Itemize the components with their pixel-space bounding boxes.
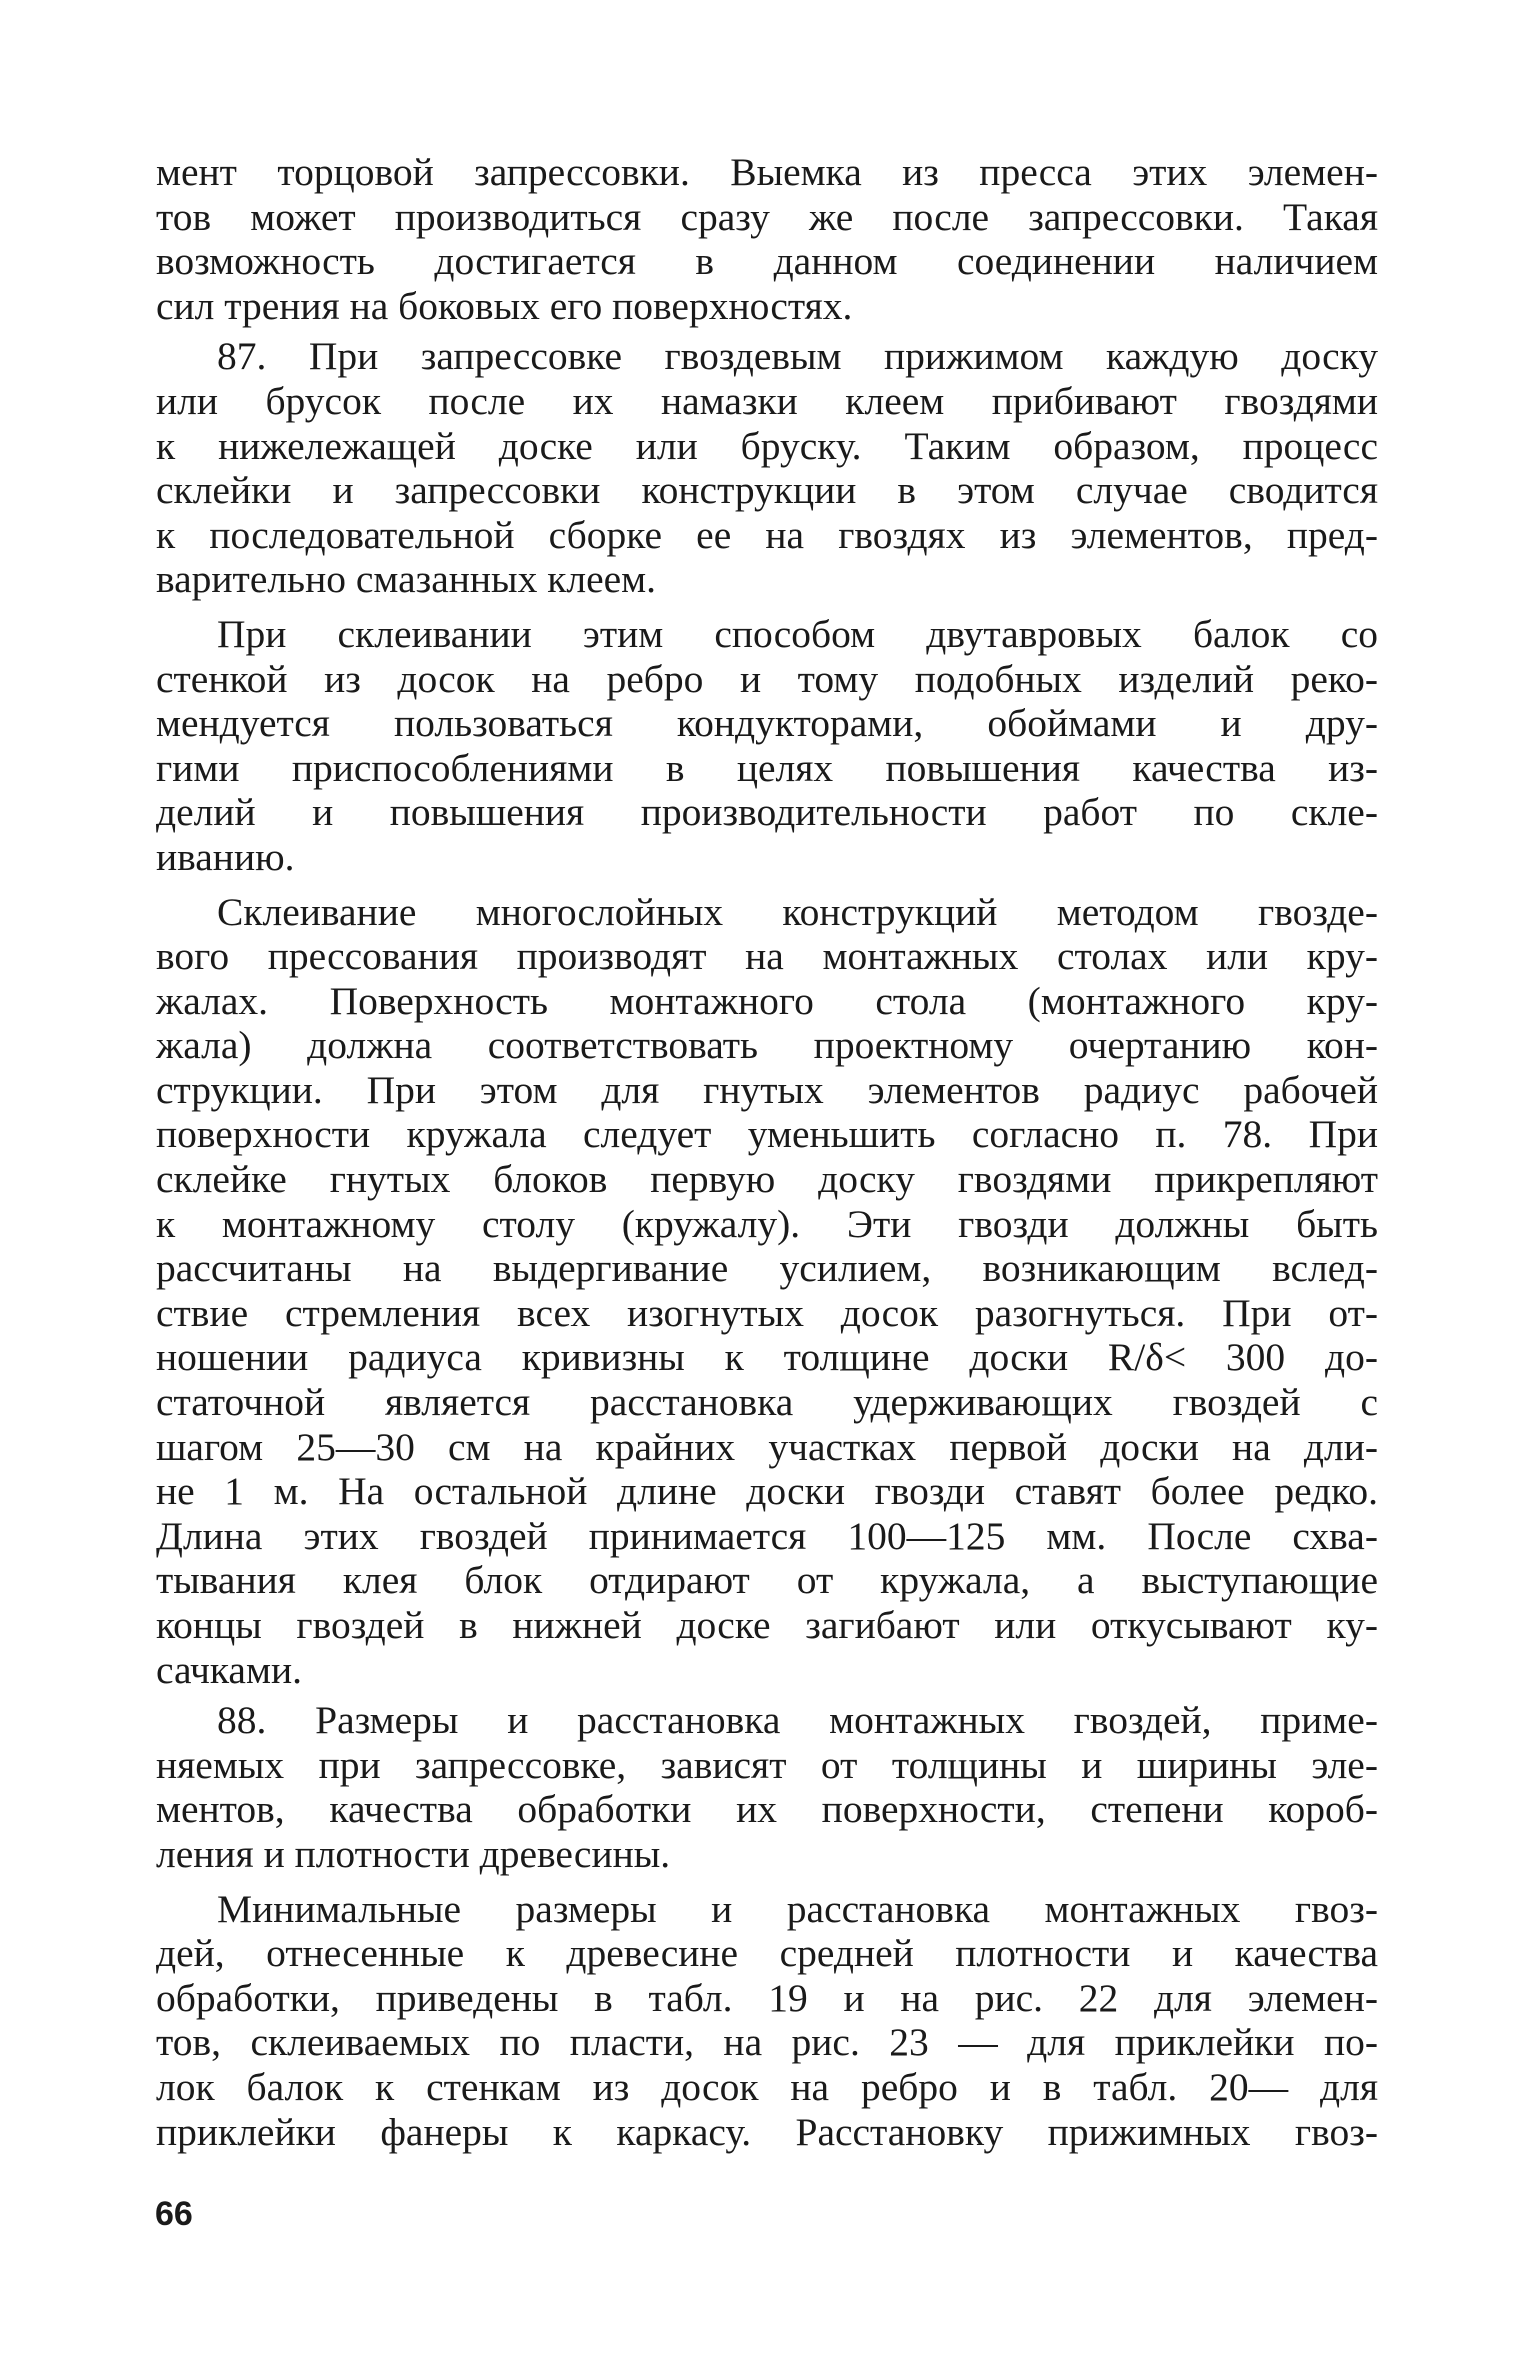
text-line: Минимальные размеры и расстановка монтажных гвоз-	[217, 1886, 1378, 1931]
text-line: иванию.	[156, 834, 295, 879]
text-line: не 1 м. На остальной длине доски гвозди ставят более редко.	[156, 1469, 1378, 1514]
text-line: возможность достигается в данном соединении наличием	[156, 239, 1378, 284]
text-line: жалах. Поверхность монтажного стола (монтажного кру-	[156, 978, 1378, 1023]
text-line: ствие стремления всех изогнутых досок разогнуться. При от-	[156, 1290, 1378, 1335]
text-line: няемых при запрессовке, зависят от толщины и ширины эле-	[156, 1742, 1378, 1787]
text-line: делий и повышения производительности работ по скле-	[156, 790, 1378, 835]
text-line: 88. Размеры и расстановка монтажных гвоздей, приме-	[217, 1698, 1378, 1743]
text-line: Склеивание многослойных конструкций методом гвозде-	[217, 889, 1378, 934]
paragraph-1	[156, 150, 1378, 328]
paragraph-multilayer	[156, 890, 1378, 1693]
text-line: к последовательной сборке ее на гвоздях из элементов, пред-	[156, 512, 1378, 557]
text-line: сачками.	[156, 1647, 302, 1692]
text-line: вого прессования производят на монтажных столах или кру-	[156, 934, 1378, 979]
paragraph-glueing-i-beams	[156, 612, 1378, 880]
text-line: жала) должна соответствовать проектному очертанию кон-	[156, 1023, 1378, 1068]
text-line: сил трения на боковых его поверхностях.	[156, 283, 853, 328]
text-line: ментов, качества обработки их поверхности, степени короб-	[156, 1787, 1378, 1832]
text-line: или брусок после их намазки клеем прибивают гвоздями	[156, 378, 1378, 423]
paragraph-minimal-sizes	[156, 1887, 1378, 2155]
text-line: шагом 25—30 см на крайних участках первой доски на дли-	[156, 1424, 1378, 1469]
text-line: к монтажному столу (кружалу). Эти гвозди должны быть	[156, 1201, 1378, 1246]
text-line: мент торцовой запрессовки. Выемка из пресса этих элемен-	[156, 150, 1378, 194]
paragraph-87	[156, 334, 1378, 602]
text-line: статочной является расстановка удерживающих гвоздей с	[156, 1380, 1378, 1425]
text-line: склейке гнутых блоков первую доску гвоздями прикрепляют	[156, 1157, 1378, 1202]
page-number: 66	[155, 2195, 193, 2233]
text-line: тывания клея блок отдирают от кружала, а выступающие	[156, 1558, 1378, 1603]
text-line: ношении радиуса кривизны к толщине доски R/δ< 300 до-	[156, 1335, 1378, 1380]
text-line: ления и плотности древесины.	[156, 1831, 671, 1876]
text-line: Длина этих гвоздей принимается 100—125 мм. После схва-	[156, 1513, 1378, 1558]
text-line: приклейки фанеры к каркасу. Расстановку прижимных гвоз-	[156, 2109, 1378, 2154]
text-line: обработки, приведены в табл. 19 и на рис. 22 для элемен-	[156, 1975, 1378, 2020]
text-line: варительно смазанных клеем.	[156, 557, 657, 602]
text-line: склейки и запрессовки конструкции в этом случае сводится	[156, 468, 1378, 513]
text-line: гими приспособлениями в целях повышения качества из-	[156, 745, 1378, 790]
text-line: При склеивании этим способом двутавровых балок со	[217, 611, 1378, 656]
text-line: тов может производиться сразу же после запрессовки. Такая	[156, 194, 1378, 239]
text-line: лок балок к стенкам из досок на ребро и в табл. 20— для	[156, 2064, 1378, 2109]
text-line: поверхности кружала следует уменьшить согласно п. 78. При	[156, 1112, 1378, 1157]
text-line: концы гвоздей в нижней доске загибают или откусывают ку-	[156, 1603, 1378, 1647]
paragraph-88	[156, 1698, 1378, 1876]
text-line: стенкой из досок на ребро и тому подобных изделий реко-	[156, 656, 1378, 701]
text-line: рассчитаны на выдергивание усилием, возникающим вслед-	[156, 1246, 1378, 1291]
text-line: струкции. При этом для гнутых элементов радиус рабочей	[156, 1067, 1378, 1112]
text-line: тов, склеиваемых по пласти, на рис. 23 — для приклейки по-	[156, 2020, 1378, 2065]
text-line: к нижележащей доске или бруску. Таким образом, процесс	[156, 423, 1378, 468]
text-line: дей, отнесенные к древесине средней плотности и качества	[156, 1931, 1378, 1976]
text-line: 87. При запрессовке гвоздевым прижимом каждую доску	[217, 334, 1378, 379]
text-line: мендуется пользоваться кондукторами, обоймами и дру-	[156, 701, 1378, 746]
page-body	[156, 150, 1378, 2154]
